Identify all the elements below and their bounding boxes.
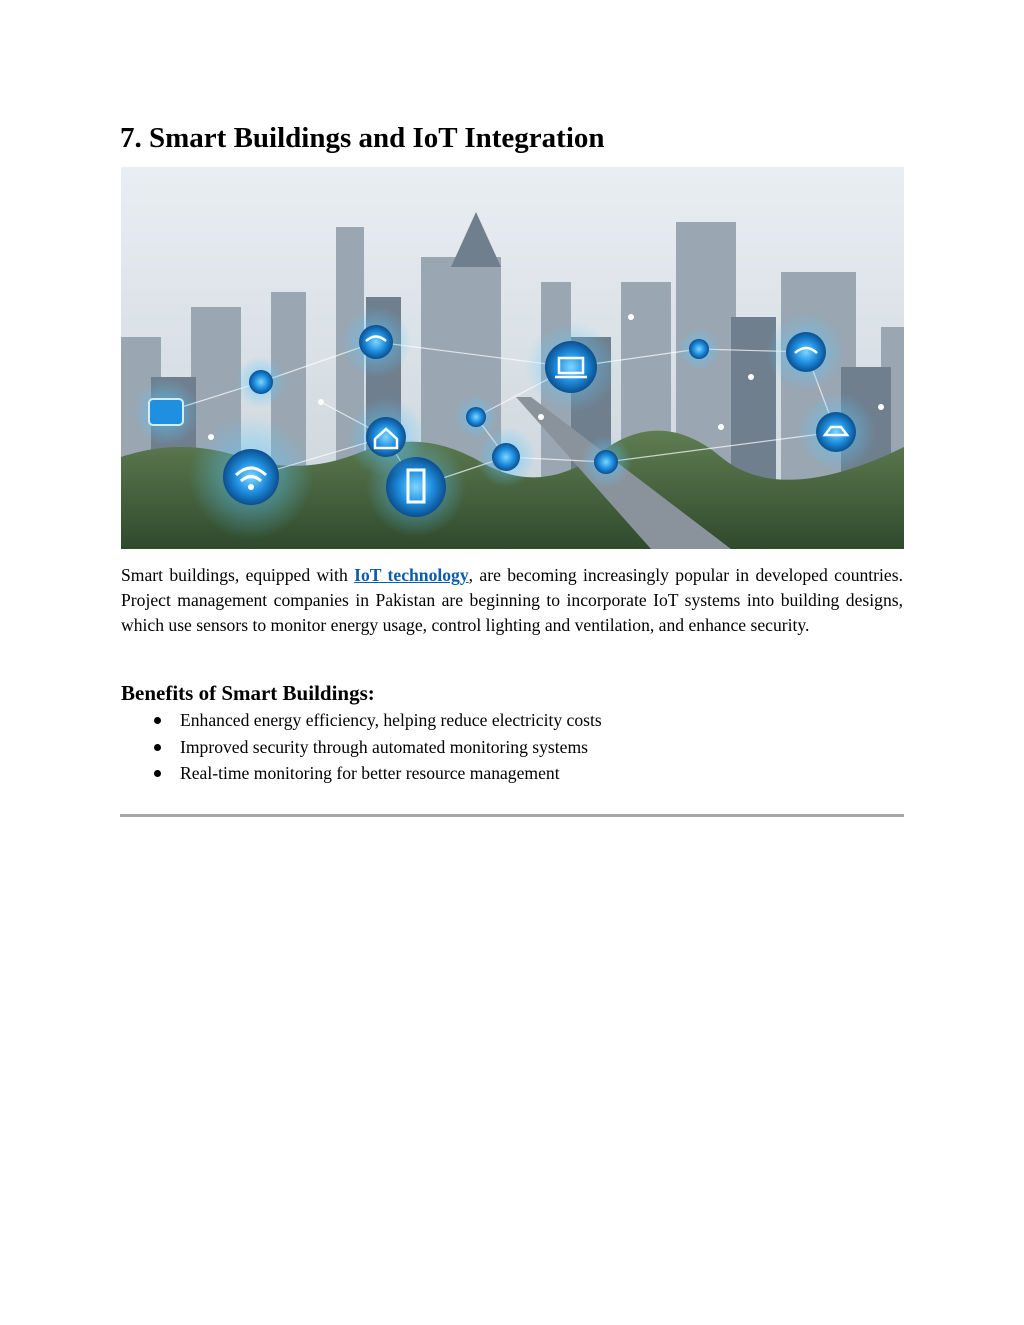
smart-city-illustration — [121, 167, 904, 549]
iot-technology-link[interactable]: IoT technology — [354, 565, 469, 585]
paragraph-text-start: Smart buildings, equipped with — [121, 565, 355, 585]
list-item-text: Real-time monitoring for better resource management — [180, 763, 560, 783]
benefits-heading: Benefits of Smart Buildings: — [121, 681, 375, 705]
horizontal-divider — [120, 814, 904, 817]
list-item — [121, 707, 602, 734]
list-item — [121, 760, 602, 787]
list-item-text: Enhanced energy efficiency, helping reduce electricity costs — [180, 710, 602, 730]
bullet-icon — [154, 770, 161, 777]
list-item — [121, 734, 602, 761]
benefits-list — [121, 707, 602, 787]
intro-paragraph — [121, 563, 903, 638]
section-heading: 7. Smart Buildings and IoT Integration — [120, 122, 605, 154]
list-item-text: Improved security through automated monitoring systems — [180, 736, 589, 757]
bullet-icon — [154, 744, 161, 751]
bullet-icon — [154, 717, 161, 724]
city-skyline-graphic — [121, 167, 904, 549]
paragraph-text-end: , are becoming increasingly popular in developed countries. Project management companies in Pakistan are beginning to incorporate IoT systems into building designs, which use sensors to monitor energy usage, control lighting and ventilation, and enhance security. — [121, 565, 903, 635]
